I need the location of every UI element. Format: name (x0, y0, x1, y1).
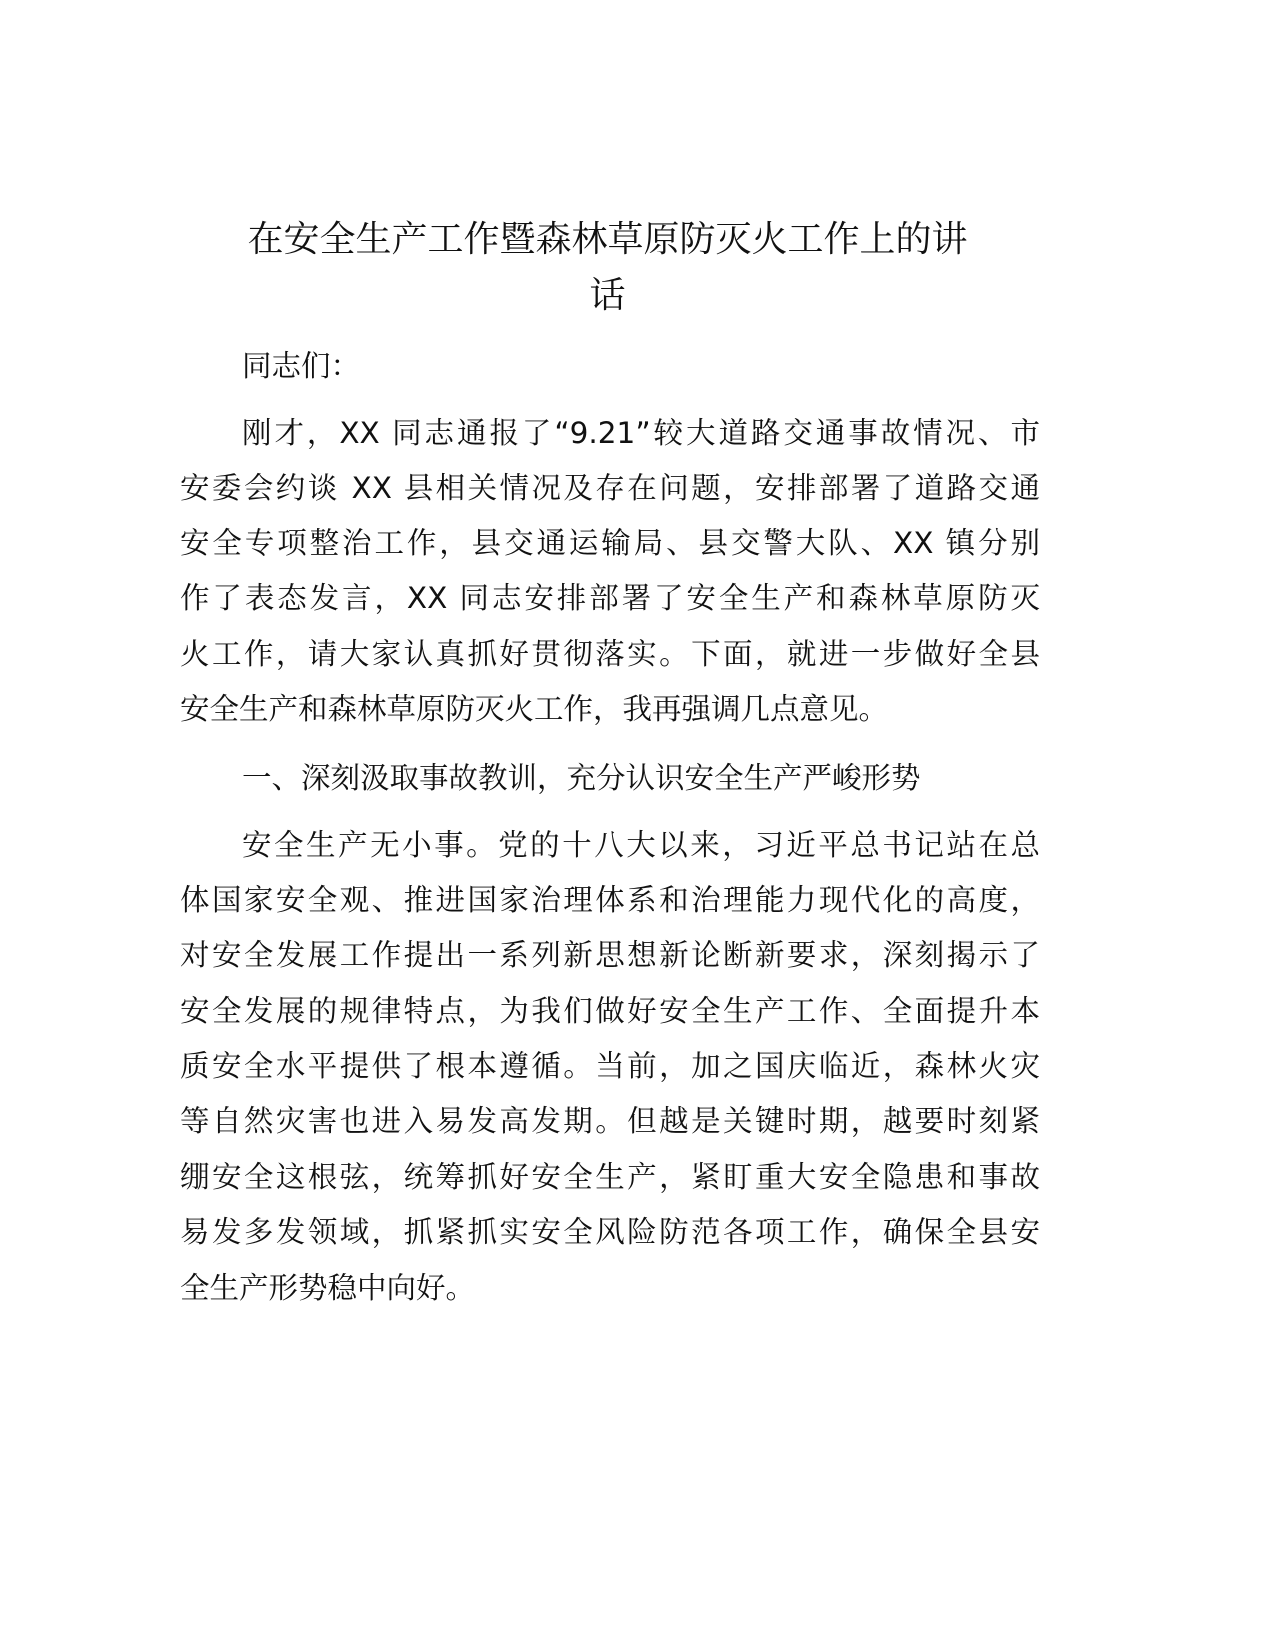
salutation: 同志们： (242, 349, 361, 383)
paragraph-line: 等自然灾害也进入易发高发期。但越是关键时期，越要时刻紧 (180, 1104, 1040, 1138)
paragraph-line: 安委会约谈 XX 县相关情况及存在问题，安排部署了道路交通 (180, 471, 1040, 505)
paragraph-line: 安全发展的规律特点，为我们做好安全生产工作、全面提升本 (180, 994, 1040, 1028)
paragraph-line: 火工作，请大家认真抓好贯彻落实。下面，就进一步做好全县 (180, 637, 1040, 671)
document-title (150, 212, 1065, 324)
paragraph-line: 对安全发展工作提出一系列新思想新论断新要求，深刻揭示了 (180, 938, 1040, 972)
title-line: 话 (589, 275, 626, 316)
paragraph-line: 全生产形势稳中向好。 (180, 1271, 476, 1305)
paragraph-line: 绷安全这根弦，统筹抓好安全生产，紧盯重大安全隐患和事故 (180, 1160, 1040, 1194)
paragraph-line: 安全生产和森林草原防灭火工作，我再强调几点意见。 (180, 692, 889, 726)
paragraph-line: 安全生产无小事。党的十八大以来，习近平总书记站在总 (242, 828, 1040, 862)
paragraph-line: 质安全水平提供了根本遵循。当前，加之国庆临近，森林火灾 (180, 1049, 1040, 1083)
paragraph-line: 刚才，XX 同志通报了“9.21”较大道路交通事故情况、市 (242, 416, 1040, 450)
paragraph-line: 易发多发领域，抓紧抓实安全风险防范各项工作，确保全县安 (180, 1215, 1040, 1249)
title-line: 在安全生产工作暨森林草原防灭火工作上的讲 (247, 219, 968, 260)
paragraph-line: 体国家安全观、推进国家治理体系和治理能力现代化的高度， (180, 883, 1040, 917)
paragraph-line: 安全专项整治工作，县交通运输局、县交警大队、XX 镇分别 (180, 526, 1040, 560)
paragraph-line: 作了表态发言，XX 同志安排部署了安全生产和森林草原防灭 (180, 581, 1040, 615)
section-heading: 一、深刻汲取事故教训，充分认识安全生产严峻形势 (242, 761, 921, 795)
